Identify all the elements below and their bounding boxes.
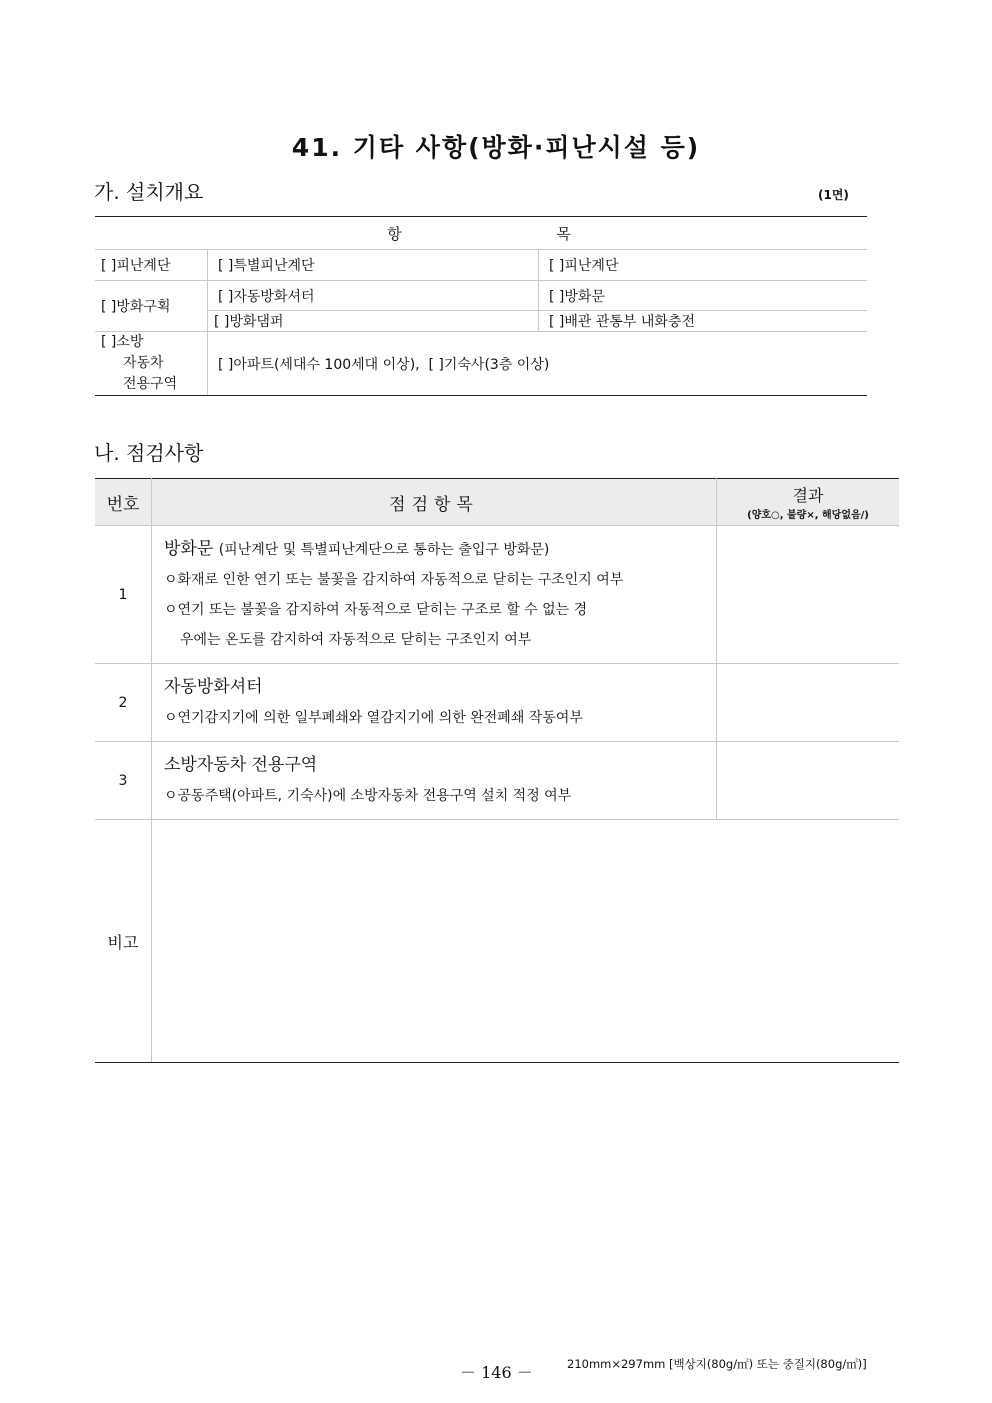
overview-table — [95, 216, 867, 396]
option-apartment-dormitory: [ ]아파트(세대수 100세대 이상), [ ]기숙사(3층 이상) — [208, 332, 868, 396]
col-header-number: 번호 — [95, 479, 152, 526]
inspection-table — [95, 478, 899, 1063]
item-number: 3 — [95, 742, 152, 820]
check-item-fire-vehicle-zone: 소방자동차 전용구역 ㅇ공동주택(아파트, 기숙사)에 소방자동차 전용구역 설치 적정 여부 — [152, 742, 717, 820]
option-pipe-penetration: [ ]배관 관통부 내화충전 — [539, 311, 868, 332]
remarks-field[interactable] — [152, 820, 900, 1063]
row-label-fire-compartment: [ ]방화구획 — [95, 281, 208, 332]
paper-spec: 210mm×297mm [백상지(80g/㎡) 또는 중질지(80g/㎡)] — [567, 1357, 867, 1371]
section-heading-inspection: 나. 점검사항 — [94, 441, 204, 465]
col-header-result: 결과 (양호○, 불량×, 해당없음/) — [717, 479, 900, 526]
overview-header: 항 목 — [95, 217, 867, 250]
check-item-fire-door: 방화문 (피난계단 및 특별피난계단으로 통하는 출입구 방화문) ㅇ화재로 인한 연기 또는 불꽃을 감지하여 자동적으로 닫히는 구조인지 여부 ㅇ연기 또는 불꽃을 감지하여 자동적으로 닫히는 구조로 할 수 없는 경 우에는 온도를 감지하여 자동적으로 닫히는 구조인지 여부 — [152, 526, 717, 664]
page-title: 41. 기타 사항(방화·피난시설 등) — [291, 133, 701, 162]
check-item-auto-shutter: 자동방화셔터 ㅇ연기감지기에 의한 일부폐쇄와 열감지기에 의한 완전폐쇄 작동여부 — [152, 664, 717, 742]
row-label-evac-stairs: [ ]피난계단 — [95, 250, 208, 281]
option-fire-door: [ ]방화문 — [539, 281, 868, 311]
item-number: 1 — [95, 526, 152, 664]
page-label: (1면) — [818, 188, 849, 202]
remarks-label: 비고 — [95, 820, 152, 1063]
result-cell[interactable] — [717, 742, 900, 820]
page-number: － 146 － — [460, 1363, 533, 1382]
result-cell[interactable] — [717, 526, 900, 664]
option-special-evac-stairs: [ ]특별피난계단 — [208, 250, 539, 281]
option-auto-fire-shutter: [ ]자동방화셔터 — [208, 281, 539, 311]
section-heading-overview: 가. 설치개요 — [94, 180, 204, 204]
result-cell[interactable] — [717, 664, 900, 742]
row-label-fire-vehicle-zone: [ ]소방 자동차 전용구역 — [95, 332, 208, 396]
option-fire-damper: [ ]방화댐퍼 — [208, 311, 539, 332]
col-header-item: 점검항목 — [152, 479, 717, 526]
option-evac-stairs: [ ]피난계단 — [539, 250, 868, 281]
item-number: 2 — [95, 664, 152, 742]
